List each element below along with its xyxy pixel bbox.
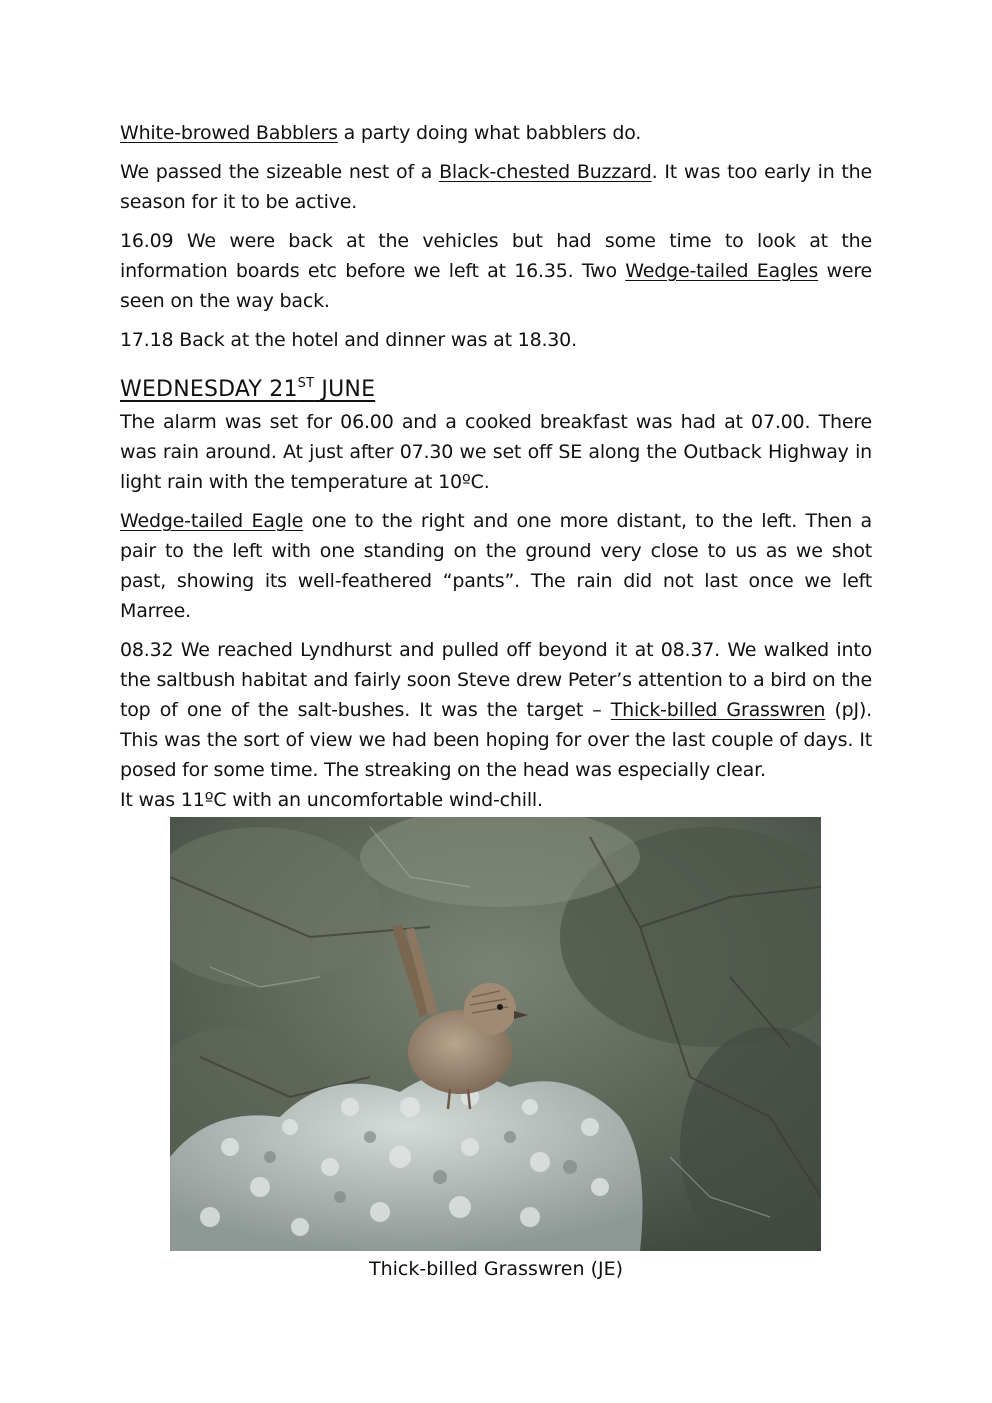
day-heading: WEDNESDAY 21ST JUNE bbox=[120, 376, 376, 402]
bird-name-link: Black-chested Buzzard bbox=[439, 161, 652, 183]
document-body bbox=[120, 118, 872, 824]
paragraph-buzzard: We passed the sizeable nest of a Black-chested Buzzard. It was too early in the season for it to be active. bbox=[120, 161, 872, 213]
bird-name-link: White-browed Babblers bbox=[120, 122, 338, 144]
paragraph-alarm: The alarm was set for 06.00 and a cooked breakfast was had at 07.00. There was rain around. At just after 07.30 we set off SE along the Outback Highway in light rain with the temperature at 10ºC. bbox=[120, 411, 872, 493]
bird-name-link: Wedge-tailed Eagles bbox=[625, 260, 819, 282]
paragraph-vehicles: 16.09 We were back at the vehicles but had some time to look at the information boards etc before we left at 16.35. Two Wedge-tailed Eagles were seen on the way back. bbox=[120, 230, 873, 312]
bird-name-link: Wedge-tailed Eagle bbox=[120, 510, 304, 532]
paragraph-lyndhurst: 08.32 We reached Lyndhurst and pulled off beyond it at 08.37. We walked into the saltbush habitat and fairly soon Steve drew Peter’s attention to a bird on the top of one of the salt-bushes. It was the target – Thick-billed Grasswren (pJ). This was the sort of view we had been hoping for over the last couple of days. It posed for some time. The streaking on the head was especially clear. bbox=[120, 639, 872, 781]
grasswren-photo-image bbox=[170, 817, 821, 1251]
paragraph-babblers: White-browed Babblers a party doing what babblers do. bbox=[120, 122, 642, 144]
grasswren-photo bbox=[170, 817, 821, 1251]
paragraph-temperature: It was 11ºC with an uncomfortable wind-chill. bbox=[120, 789, 543, 811]
paragraph-hotel: 17.18 Back at the hotel and dinner was at 18.30. bbox=[120, 329, 577, 351]
paragraph-eagle: Wedge-tailed Eagle one to the right and one more distant, to the left. Then a pair to the left with one standing on the ground very close to us as we shot past, showing its well-feathered “pants”. The rain did not last once we left Marree. bbox=[120, 510, 872, 622]
bird-name-link: Thick-billed Grasswren bbox=[610, 699, 826, 721]
photo-caption: Thick-billed Grasswren (JE) bbox=[368, 1258, 624, 1280]
